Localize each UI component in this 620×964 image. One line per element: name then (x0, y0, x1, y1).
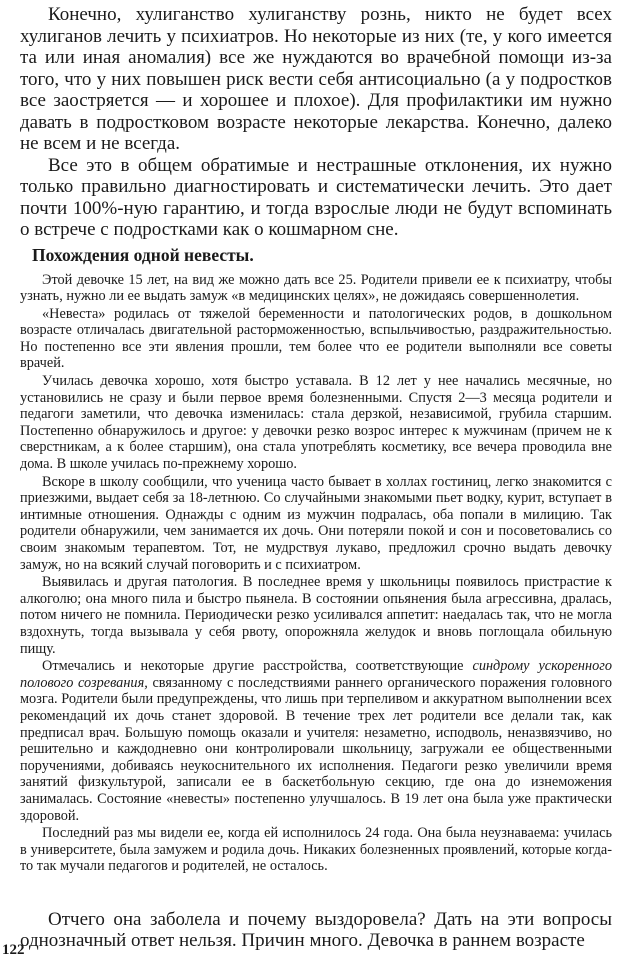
page-number: 122 (2, 942, 25, 958)
case-paragraph-1: Этой девочке 15 лет, на вид же можно дать все 25. Родители привели ее к психиатру, чтобы узнать, нужно ли ее выдать замуж «в медицинских целях», не дожидаясь совершеннолетия. (20, 271, 612, 305)
intro-paragraph-2: Все это в общем обратимые и нестрашные отклонения, их нужно только правильно диагностировать и систематически лечить. Это дает почти 100%-ную гарантию, и тогда взрослые люди не будут вспоминать о встрече с подростками как о кошмарном сне. (20, 154, 612, 240)
case-paragraph-6-end: связанному с последствиями раннего органического поражения головного мозга. Родители были предупреждены, что лишь при терпеливом и аккуратном выполнении всех рекомендаций их дочь станет здоровой. В течение трех лет родители все делали так, как предписал врач. Большую помощь оказали и учителя: незаметно, исподволь, неназвязчиво, но решительно и каждодневно они контролировали школьницу, загружали ее общественными поручениями, добиваясь неукоснительного их исполнения. Педагоги резко увеличили время занятий физкультурой, записали ее в баскетбольную секцию, где она до изнеможения занималась. Состояние «невесты» постепенно улучшалось. В 19 лет она была уже практически здоровой. (20, 674, 612, 824)
case-paragraph-2: «Невеста» родилась от тяжелой беременности и патологических родов, в дошкольном возрасте отличалась двигательной расторможенностью, вспыльчивостью, раздражительностью. Но постепенно все эти явления прошли, тем более что ее родители выполняли все советы врачей. (20, 305, 612, 372)
case-paragraph-5: Выявилась и другая патология. В последнее время у школьницы появилось пристрастие к алкоголю; она много пила и быстро пьянела. В состоянии опьянения была агрессивна, дралась, потом ничего не помнила. Периодически резко усиливался аппетит: наедалась так, что не могла вздохнуть, тогда вызывала у себя рвоту, опорожняла желудок и вновь поглощала обильную пищу. (20, 574, 612, 657)
intro-paragraph-1: Конечно, хулиганство хулиганству рознь, никто не будет всех хулиганов лечить у психиатров. Но некоторые из них (те, у кого имеется та или иная аномалия) все же нуждаются во врачебной помощи из-за того, что у них повышен риск вести себя антисоциально (а у подростков все заостряется — и хорошее и плохое). Для профилактики им нужно давать в подростковом возрасте некоторые лекарства. Конечно, далеко не всем и не всегда. (20, 4, 612, 154)
syndrome-term: синдрому ускоренного полового созревания, (20, 658, 612, 691)
book-page (20, 4, 612, 952)
case-paragraph-3: Училась девочка хорошо, хотя быстро уставала. В 12 лет у нее начались месячные, но установились не сразу и были первое время болезненными. Спустя 2—3 месяца родители и педагоги заметили, что девочка изменилась: стала дерзкой, независимой, грубила старшим. Постепенно обнаружилось и другое: у девочки резко возрос интерес к мужчинам (причем не к сверстникам, а к более старшим), она стала употреблять косметику, все вечера проводила вне дома. В школе училась по-прежнему хорошо. (20, 373, 612, 473)
section-heading: Похождения одной невесты. (32, 244, 254, 265)
case-paragraph-4: Вскоре в школу сообщили, что ученица часто бывает в холлах гостиниц, легко знакомится с приезжими, выдает себя за 18-летнюю. Со случайными знакомыми пьет водку, курит, вступает в интимные отношения. Однажды с одним из мужчин подралась, оба попали в милицию. Так родители обнаружили, чем занимается их дочь. Они потеряли покой и сон и посоветовались со своим знакомым терапевтом. Тот, не мудрствуя лукаво, предложил срочно выдать девочку замуж, но на всякий случай поговорить и с психиатром. (20, 473, 612, 573)
closing-paragraph: Отчего она заболела и почему выздоровела? Дать на эти вопросы однозначный ответ нельзя. Причин много. Девочка в раннем возрасте (20, 908, 612, 952)
section-gap (20, 875, 612, 909)
case-paragraph-6-start: Отмечались и некоторые другие расстройства, соответствующие (42, 658, 473, 675)
case-paragraph-7: Последний раз мы видели ее, когда ей исполнилось 24 года. Она была неузнаваема: училась в университете, была замужем и родила дочь. Никаких болезненных проявлений, которые когда-то так мучали педагогов и родителей, не осталось. (20, 825, 612, 875)
case-paragraph-6 (20, 658, 612, 824)
